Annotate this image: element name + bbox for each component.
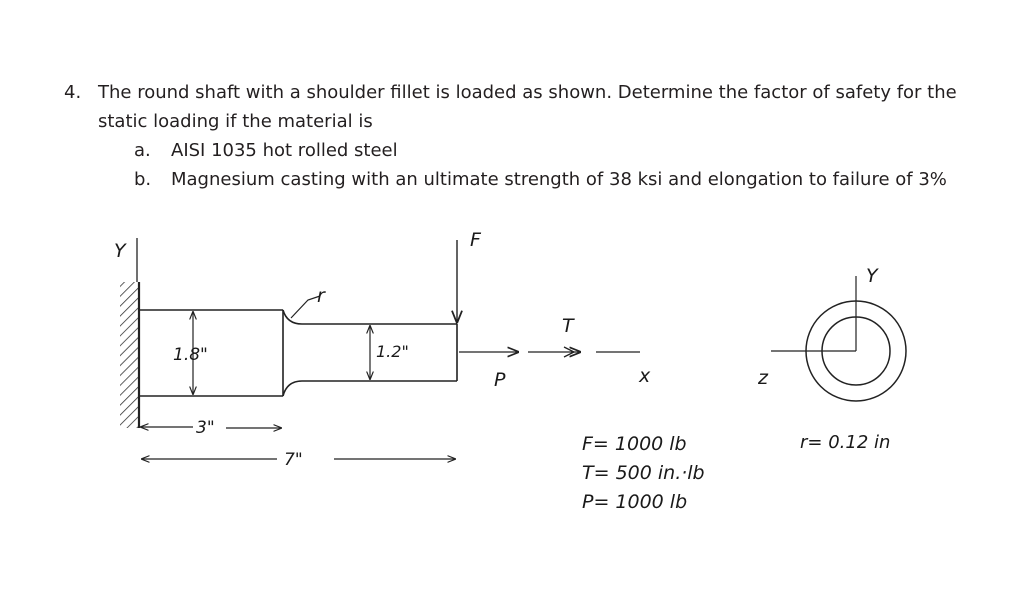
shoulder-length-label: 3" — [196, 418, 215, 438]
torque-t-label: T — [562, 315, 574, 337]
small-diameter-label: 1.2" — [376, 342, 409, 361]
axis-x-label: x — [639, 365, 651, 387]
fillet-callout — [291, 285, 326, 318]
end-view-y-label: Y — [866, 265, 878, 287]
force-p-label: P — [494, 369, 506, 391]
torque-t-arrow — [528, 315, 580, 357]
x-axis — [596, 352, 651, 387]
force-f-arrow — [457, 229, 482, 322]
part-b-text: Magnesium casting with an ultimate strength of 38 ksi and elongation to failure of 3% — [171, 169, 947, 190]
small-diameter-dimension — [370, 326, 409, 379]
problem-stem-line-1: The round shaft with a shoulder fillet is loaded as shown. Determine the factor of safety for the — [98, 82, 957, 103]
load-f-value: F= 1000 lb — [582, 433, 687, 455]
large-diameter-label: 1.8" — [173, 345, 208, 365]
axis-z-label: z — [758, 367, 768, 389]
fillet-radius-value: r= 0.12 in — [800, 432, 891, 453]
load-p-value: P= 1000 lb — [582, 491, 688, 513]
shoulder-length-dimension — [141, 418, 281, 438]
load-t-value: T= 500 in.·lb — [582, 462, 705, 484]
fixed-wall — [120, 282, 139, 428]
force-f-label: F — [470, 229, 481, 251]
wall-y-axis — [114, 238, 137, 282]
force-p-arrow — [459, 352, 518, 391]
total-length-dimension — [142, 450, 455, 470]
axis-y-label: Y — [114, 240, 126, 262]
end-view — [757, 265, 906, 401]
problem-number: 4. — [64, 82, 82, 103]
large-diameter-dimension — [173, 312, 208, 394]
part-b-letter: b. — [134, 169, 152, 190]
part-a-letter: a. — [134, 140, 151, 161]
part-a-text: AISI 1035 hot rolled steel — [171, 140, 398, 161]
problem-stem-line-2: static loading if the material is — [98, 111, 373, 132]
total-length-label: 7" — [284, 450, 303, 470]
fillet-r-label: r — [317, 285, 325, 307]
load-values — [582, 433, 705, 513]
